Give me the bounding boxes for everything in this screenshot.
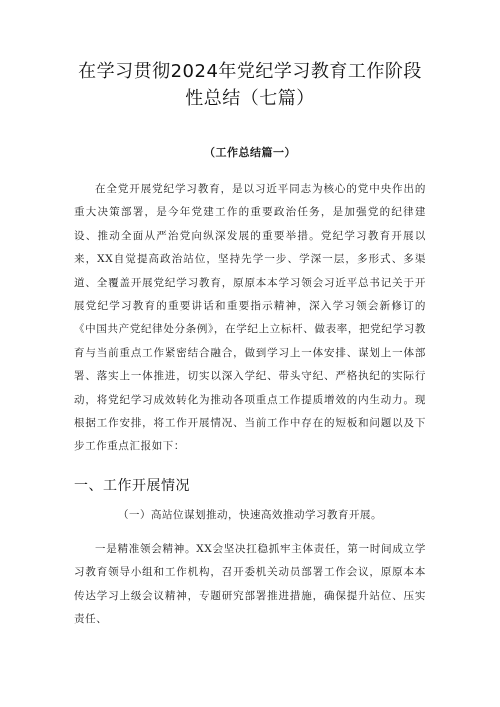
subheading-planning: （一）高站位谋划推动，快速高效推动学习教育开展。: [118, 508, 382, 521]
section-label: （工作总结篇一）: [204, 146, 296, 159]
body-paragraph: 一是精准领会精神。XX会坚决扛稳抓牢主体责任，第一时间成立学习教育领导小组和工作机构，召开委机关动员部署工作会议，原原本本传达学习上级会议精神，专题研究部署推进措施，确保提升站位、压实责任、: [74, 542, 426, 626]
intro-paragraph: 在全党开展党纪学习教育，是以习近平同志为核心的党中央作出的重大决策部署，是今年党建工作的重要政治任务，是加强党的纪律建设、推动全面从严治党向纵深发展的重要举措。党纪学习教育开展以来，XX自觉提高政治站位，坚持先学一步、学深一层，多形式、多渠道、全覆盖开展党纪学习教育，原原本本学习领会习近平总书记关于开展党纪学习教育的重要讲话和重要指示精神，深入学习领会新修订的《中国共产党纪律处分条例》，在学纪上立标杆、做表率，把党纪学习教育与当前重点工作紧密结合融合，做到学习上一体安排、谋划上一体部署、落实上一体推进，切实以深入学纪、带头守纪、严格执纪的实际行动，将党纪学习成效转化为推动各项重点工作提质增效的内生动力。现根据工作安排，将工作开展情况、当前工作中存在的短板和问题以及下步工作重点汇报如下：: [74, 183, 426, 453]
document-title: [74, 58, 426, 112]
heading-work-progress: 一、工作开展情况: [74, 477, 190, 494]
document-title-line-2: 性总结（七篇）: [185, 88, 315, 109]
document-title-line-1: 在学习贯彻2024年党纪学习教育工作阶段: [78, 61, 422, 82]
